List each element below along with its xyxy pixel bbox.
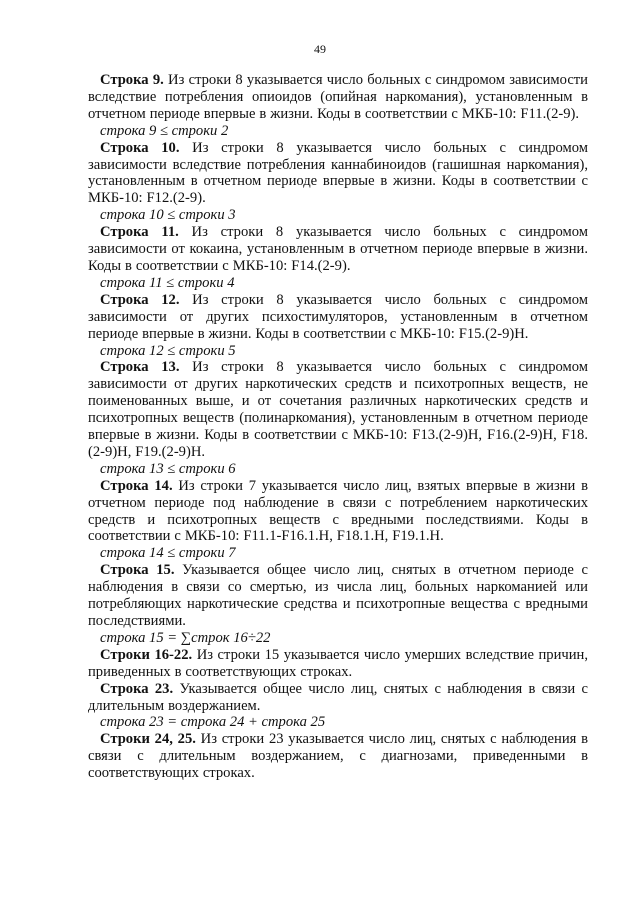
formula-row-23: строка 23 = строка 24 + строка 25: [100, 714, 326, 731]
paragraph-text: Указывается общее число лиц, снятых в отчетном периоде с наблюдения в связи со смертью, из числа лиц, больных наркоманией или потребляющих наркотические средства и психотропные вещества с вредными последствиями.: [88, 562, 588, 629]
page-number: 49: [314, 42, 326, 56]
paragraph-row-23: [88, 681, 588, 715]
paragraph-text: Указывается общее число лиц, снятых с наблюдения в связи с длительным воздержанием.: [88, 680, 588, 714]
paragraph-row-10: [88, 140, 588, 208]
row-label: Строки 16-22.: [100, 646, 193, 663]
formula-row-12: строка 12 ≤ строки 5: [100, 342, 236, 359]
paragraph-rows-16-22: [88, 647, 588, 681]
paragraph-text: Из строки 7 указывается число лиц, взятых впервые в жизни в отчетном периоде под наблюдение в связи с потреблением наркотических средств и психотропных веществ с вредными последствиями. Коды в соответствии с МКБ-10: F11.1-F16.1.Н, F18.1.Н, F19.1.Н.: [88, 477, 588, 545]
paragraph-rows-24-25: [88, 731, 588, 782]
formula-row-11: строка 11 ≤ строки 4: [100, 274, 235, 291]
row-label: Строка 14.: [100, 477, 173, 494]
formula-row-15: строка 15 = ∑строк 16÷22: [100, 629, 271, 646]
page-body: [88, 72, 588, 782]
row-label: Строка 11.: [100, 224, 179, 241]
row-label: Строка 10.: [100, 139, 180, 156]
paragraph-row-11: [88, 224, 588, 275]
formula-row-9: строка 9 ≤ строки 2: [100, 122, 229, 139]
paragraph-row-9: [88, 72, 588, 123]
row-label: Строка 23.: [100, 680, 174, 697]
paragraph-text: Из строки 8 указывается число больных с синдромом зависимости от других наркотических средств и психотропных веществ, не поименованных выше, и от сочетания различных наркотических средств и психотропных веществ (полинаркомания), установленным в отчетном периоде впервые в жизни. Коды в соответствии с МКБ-10: F13.(2-9)Н, F16.(2-9)Н, F18.(2-9)Н, F19.(2-9)Н.: [88, 359, 588, 460]
row-label: Строка 13.: [100, 359, 180, 376]
row-label: Строка 9.: [100, 72, 164, 88]
paragraph-row-12: [88, 292, 588, 343]
paragraph-text: Из строки 8 указывается число больных с синдромом зависимости от кокаина, установленным в отчетном периоде впервые в жизни. Коды в соответствии с МКБ-10: F14.(2-9).: [88, 224, 589, 274]
paragraph-row-14: [88, 478, 588, 546]
paragraph-text: Из строки 8 указывается число больных с синдромом зависимости вследствие потребления каннабиноидов (гашишная наркомания), установленным в отчетном периоде впервые в жизни. Коды в соответствии с МКБ-10: F12.(2-9).: [88, 139, 588, 207]
paragraph-text: Из строки 15 указывается число умерших вследствие причин, приведенных в соответствующих строках.: [88, 646, 589, 680]
paragraph-row-13: [88, 359, 588, 460]
formula-row-10: строка 10 ≤ строки 3: [100, 207, 236, 224]
paragraph-text: Из строки 23 указывается число лиц, снятых с наблюдения в связи с длительным воздержанием, с диагнозами, приведенными в соответствующих строках.: [88, 731, 589, 782]
paragraph-text: Из строки 8 указывается число больных с синдромом зависимости от других психостимуляторов, установленным в отчетном периоде впервые в жизни. Коды в соответствии с МКБ-10: F15.(2-9)Н.: [88, 291, 588, 342]
formula-row-14: строка 14 ≤ строки 7: [100, 545, 236, 562]
paragraph-text: Из строки 8 указывается число больных с синдромом зависимости вследствие потребления опиоидов (опийная наркомания), установленным в отчетном периоде впервые в жизни. Коды в соответствии с МКБ-10: F11.(2-9).: [88, 72, 588, 122]
row-label: Строка 12.: [100, 291, 180, 308]
row-label: Строки 24, 25.: [100, 731, 196, 748]
paragraph-row-15: [88, 562, 588, 630]
formula-row-13: строка 13 ≤ строки 6: [100, 460, 236, 477]
row-label: Строка 15.: [100, 562, 175, 579]
